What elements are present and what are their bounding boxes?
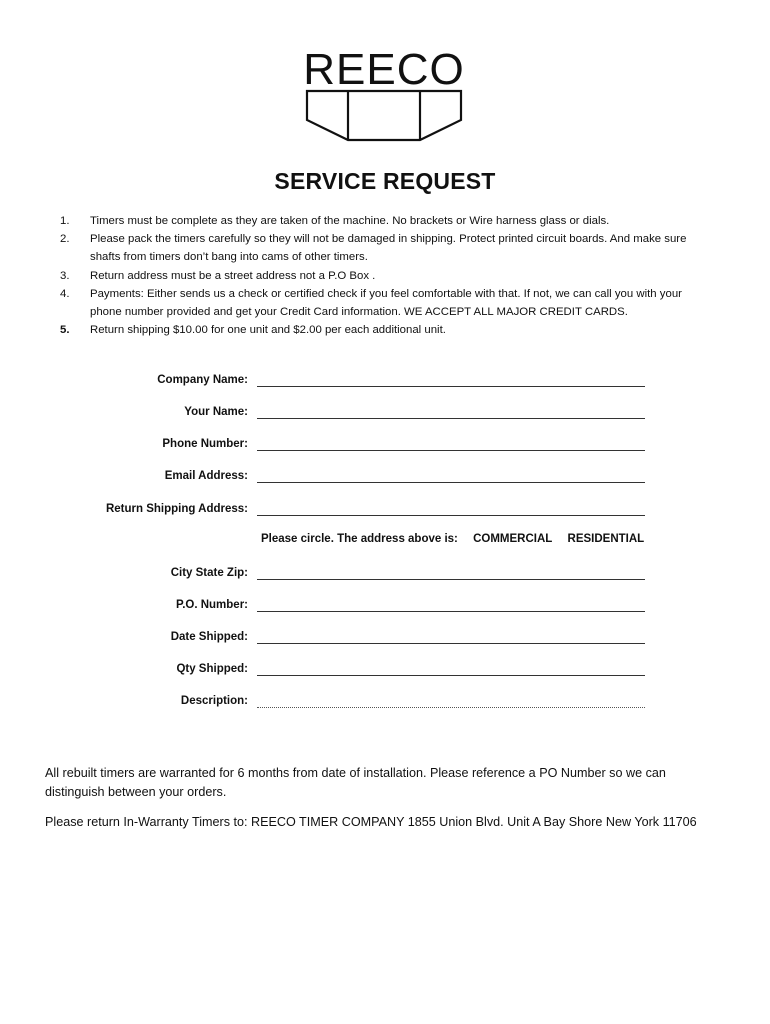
list-item-text: Please pack the timers carefully so they will not be damaged in shipping. Protect printed circuit boards. And make sure shafts from timers don’t bang into cams of other timers. [90,233,687,264]
list-item-number: 1. [60,215,70,227]
list-item-number: 4. [60,287,70,300]
po-number-row [0,597,770,619]
list-item-number: 5. [60,324,70,337]
list-item-text: Timers must be complete as they are taken of the machine. No brackets or Wire harness glass or dials. [90,215,610,227]
list-item [60,285,710,321]
phone-number-field[interactable] [257,450,645,451]
company-name-label: Company Name: [157,374,248,386]
city-state-zip-row [0,565,770,587]
list-item [60,267,710,285]
page-title: SERVICE REQUEST [274,168,496,194]
warranty-paragraph: All rebuilt timers are warranted for 6 months from date of installation. Please reference a PO Number so we can distinguish between your orders. [45,766,666,799]
return-shipping-address-label: Return Shipping Address: [105,503,248,515]
company-name-row [0,372,770,394]
commercial-option[interactable]: COMMERCIAL [473,533,553,545]
logo-text: REECO [303,45,465,94]
description-label: Description: [180,695,248,707]
description-field[interactable] [257,707,645,708]
your-name-field[interactable] [257,418,645,419]
return-address-paragraph: Please return In-Warranty Timers to: REECO TIMER COMPANY 1855 Union Blvd. Unit A Bay Shore New York 11706 [45,815,697,829]
return-shipping-address-row [0,501,770,523]
instructions-list [60,212,710,339]
address-type-prompt: Please circle. The address above is: [261,533,458,545]
list-item [60,230,710,266]
description-row [0,693,770,715]
email-address-label: Email Address: [164,470,248,482]
phone-number-label: Phone Number: [162,438,248,450]
list-item [60,321,710,339]
return-shipping-address-field[interactable] [257,515,645,516]
your-name-row [0,404,770,426]
email-address-field[interactable] [257,482,645,483]
qty-shipped-field[interactable] [257,675,645,676]
your-name-label: Your Name: [184,406,248,418]
city-state-zip-field[interactable] [257,579,645,580]
po-number-field[interactable] [257,611,645,612]
company-name-field[interactable] [257,386,645,387]
list-item [60,212,710,230]
qty-shipped-label: Qty Shipped: [176,663,248,675]
address-type-row [261,533,650,545]
email-address-row [0,468,770,490]
list-item-number: 3. [60,269,70,282]
list-item-text: Return address must be a street address not a P.O Box . [90,269,376,282]
shield-icon [304,88,464,146]
city-state-zip-label: City State Zip: [170,567,248,579]
date-shipped-field[interactable] [257,643,645,644]
residential-option[interactable]: RESIDENTIAL [567,533,645,545]
qty-shipped-row [0,661,770,683]
list-item-number: 2. [60,233,70,246]
phone-number-row [0,436,770,458]
company-logo [300,46,468,146]
list-item-text: Return shipping $10.00 for one unit and $2.00 per each additional unit. [90,324,446,337]
po-number-label: P.O. Number: [176,599,248,611]
date-shipped-label: Date Shipped: [170,631,248,643]
list-item-text: Payments: Either sends us a check or certified check if you feel comfortable with that. If not, we can call you with your phone number provided and get your Credit Card information. WE ACCEPT ALL MAJOR CREDIT CARDS. [90,287,682,319]
date-shipped-row [0,629,770,651]
